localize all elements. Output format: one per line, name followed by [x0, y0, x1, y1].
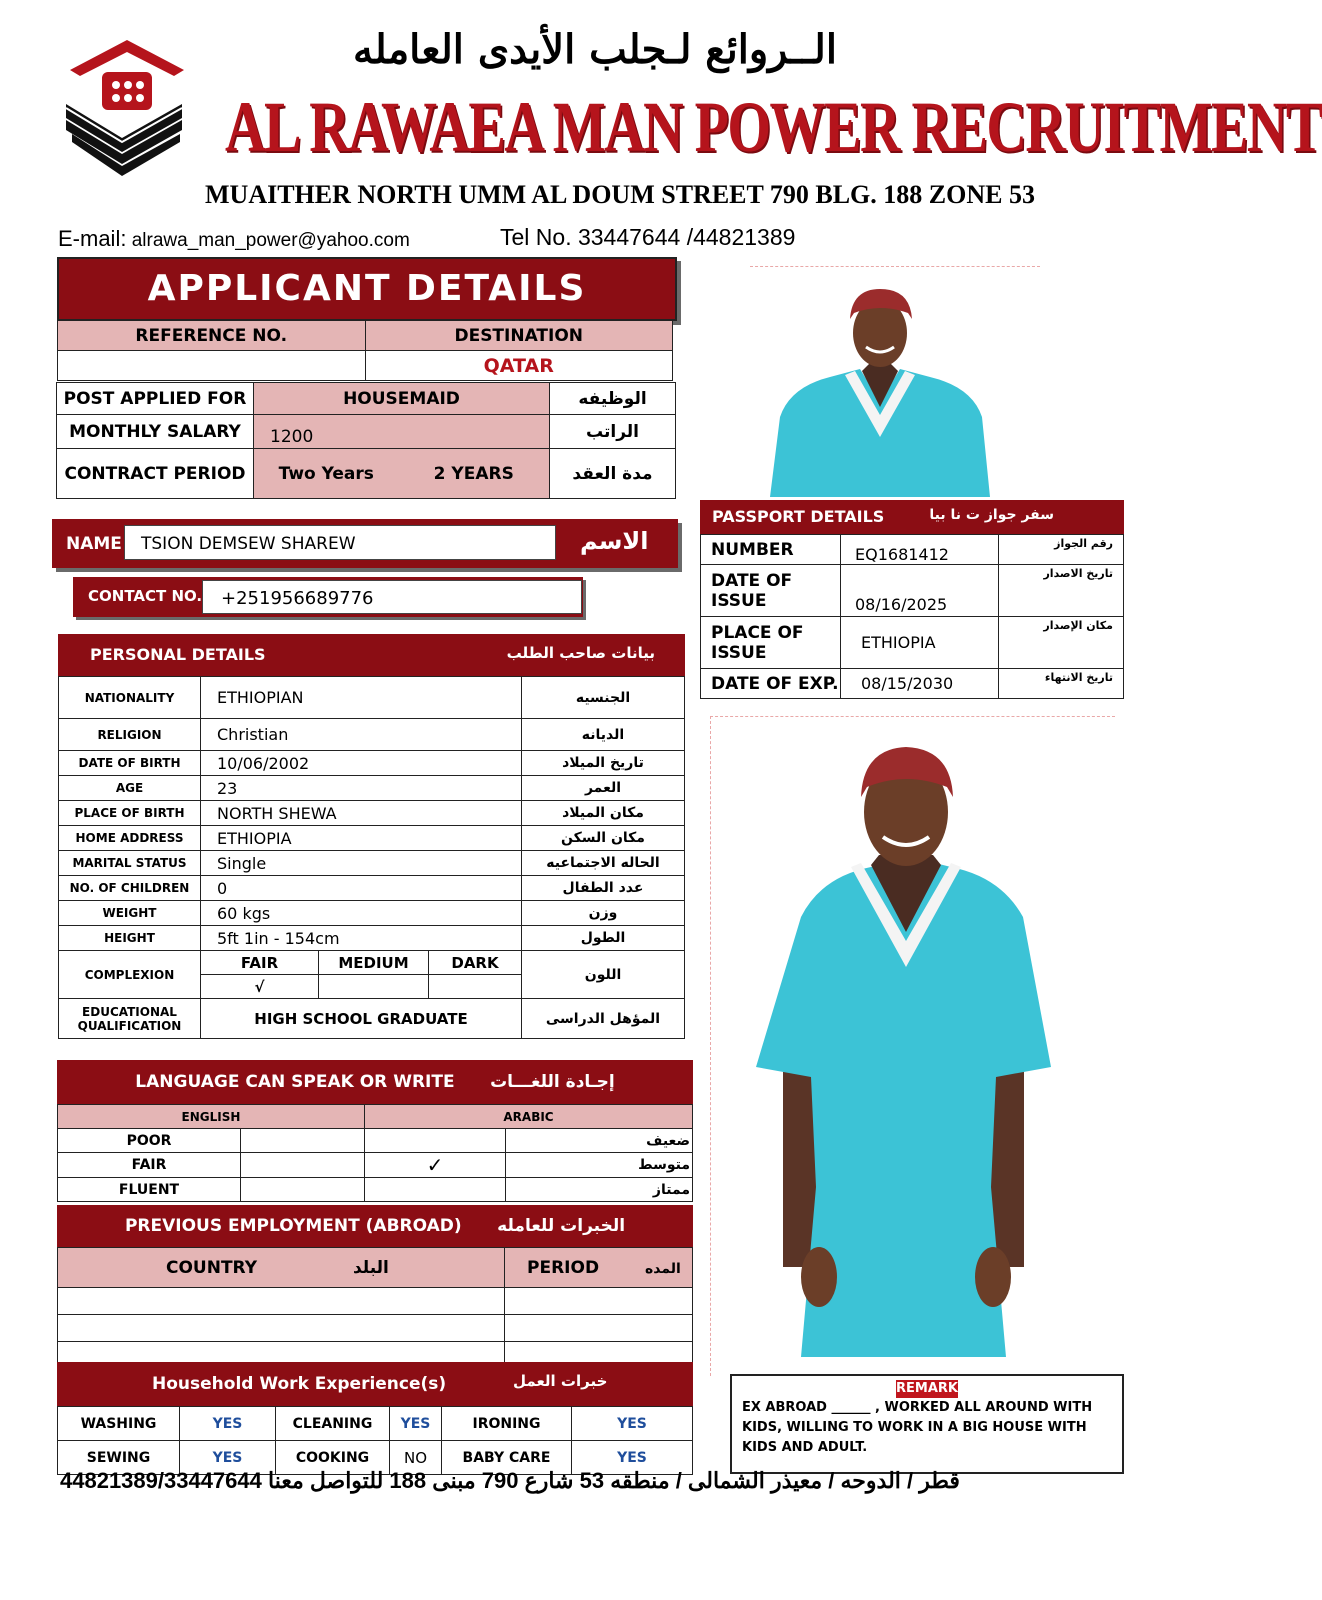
household-header	[57, 1362, 693, 1406]
issue-date-label-ar: تاريخ الاصدار	[999, 565, 1124, 617]
contract-value-words: Two Years	[254, 449, 399, 499]
children-label-ar: عدد الطفال	[522, 876, 685, 901]
children-label: NO. OF CHILDREN	[59, 876, 201, 901]
language-level-poor: POOR	[58, 1129, 241, 1153]
applicant-photo-full	[710, 716, 1115, 1376]
language-level-fair: FAIR	[58, 1153, 241, 1178]
issue-place-label-ar: مكان الإصدار	[999, 617, 1124, 669]
ironing-label: IRONING	[442, 1407, 572, 1441]
contract-label-ar: مدة العقد	[550, 449, 676, 499]
english-poor-mark	[241, 1129, 365, 1153]
contact-label: CONTACT NO.	[88, 587, 203, 605]
post-value: HOUSEMAID	[254, 383, 550, 415]
passport-number-value: EQ1681412	[841, 535, 999, 565]
arabic-poor-mark	[365, 1129, 506, 1153]
country-label-ar: البلد	[352, 1257, 389, 1278]
language-title-ar: إجـادة اللغـــات	[490, 1072, 615, 1092]
reference-destination-table	[57, 320, 673, 381]
company-name-arabic: الــروائع لـجلب الأيدى العامله	[353, 26, 837, 73]
dob-label-ar: تاريخ الميلاد	[522, 751, 685, 776]
age-value: 23	[201, 776, 522, 801]
post-table	[56, 382, 676, 499]
cleaning-value: YES	[390, 1407, 442, 1441]
issue-place-value: ETHIOPIA	[841, 617, 999, 669]
employment-row-period	[505, 1315, 693, 1342]
household-title: Household Work Experience(s)	[152, 1374, 447, 1394]
passport-title: PASSPORT DETAILS	[712, 507, 885, 526]
issue-place-label: PLACE OF ISSUE	[701, 617, 841, 669]
remark-box	[730, 1374, 1124, 1474]
weight-value: 60 kgs	[201, 901, 522, 926]
place-of-birth-label-ar: مكان الميلاد	[522, 801, 685, 826]
washing-label: WASHING	[58, 1407, 180, 1441]
place-of-birth-value: NORTH SHEWA	[201, 801, 522, 826]
religion-value: Christian	[201, 719, 522, 751]
period-label: PERIOD	[527, 1257, 600, 1278]
expiry-date-value: 08/15/2030	[841, 669, 999, 699]
age-label: AGE	[59, 776, 201, 801]
telephone-line: Tel No. 33447644 /44821389	[500, 224, 796, 250]
issue-date-value: 08/16/2025	[841, 565, 999, 617]
complexion-dark: DARK	[429, 951, 522, 975]
contract-label: CONTRACT PERIOD	[57, 449, 254, 499]
period-label-ar: المده	[644, 1260, 681, 1277]
nationality-label-ar: الجنسيه	[522, 677, 685, 719]
height-label: HEIGHT	[59, 926, 201, 951]
passport-number-label-ar: رقم الجواز	[999, 535, 1124, 565]
sewing-value: YES	[180, 1441, 276, 1475]
employment-row-period	[505, 1288, 693, 1315]
religion-label: RELIGION	[59, 719, 201, 751]
complexion-dark-mark	[429, 975, 522, 999]
applicant-photo-portrait	[750, 266, 1040, 496]
language-header	[57, 1060, 693, 1104]
cooking-value: NO	[390, 1441, 442, 1475]
contact-field: +251956689776	[202, 580, 582, 614]
company-name: AL RAWAEA MAN POWER RECRUITMENT	[225, 87, 1322, 167]
arabic-fluent-mark	[365, 1178, 506, 1202]
name-label-ar: الاسم	[580, 527, 649, 555]
household-table	[57, 1406, 693, 1475]
dob-label: DATE OF BIRTH	[59, 751, 201, 776]
reference-label: REFERENCE NO.	[58, 321, 366, 351]
sewing-label: SEWING	[58, 1441, 180, 1475]
personal-details-title: PERSONAL DETAILS	[90, 645, 266, 664]
reference-value	[58, 351, 366, 381]
employment-row-country	[58, 1288, 505, 1315]
english-fluent-mark	[241, 1178, 365, 1202]
country-label: COUNTRY	[166, 1257, 258, 1278]
complexion-medium: MEDIUM	[319, 951, 429, 975]
home-address-value: ETHIOPIA	[201, 826, 522, 851]
complexion-label-ar: اللون	[522, 951, 685, 999]
expiry-date-label: DATE OF EXP.	[701, 669, 841, 699]
post-label: POST APPLIED FOR	[57, 383, 254, 415]
children-value: 0	[201, 876, 522, 901]
nationality-label: NATIONALITY	[59, 677, 201, 719]
post-label-ar: الوظيفه	[550, 383, 676, 415]
nationality-value: ETHIOPIAN	[201, 677, 522, 719]
weight-label-ar: وزن	[522, 901, 685, 926]
personal-details-table	[58, 676, 685, 1039]
marital-status-value: Single	[201, 851, 522, 876]
education-label: EDUCATIONAL QUALIFICATION	[59, 999, 201, 1039]
english-fair-mark	[241, 1153, 365, 1178]
english-header: ENGLISH	[58, 1105, 365, 1129]
baby-care-value: YES	[572, 1441, 693, 1475]
arabic-fair-checkmark: ✓	[365, 1153, 506, 1178]
complexion-label: COMPLEXION	[59, 951, 201, 999]
employment-row-country	[58, 1315, 505, 1342]
email-line	[58, 226, 410, 252]
previous-employment-title: PREVIOUS EMPLOYMENT (ABROAD)	[124, 1216, 462, 1236]
country-header	[58, 1248, 505, 1288]
previous-employment-title-ar: الخبرات للعامله	[497, 1216, 626, 1236]
name-label: NAME	[66, 534, 122, 554]
name-field: TSION DEMSEW SHAREW	[124, 525, 556, 560]
complexion-fair: FAIR	[201, 951, 319, 975]
marital-status-label-ar: الحاله الاجتماعيه	[522, 851, 685, 876]
home-address-label-ar: مكان السكن	[522, 826, 685, 851]
personal-details-title-ar: بيانات صاحب الطلب	[506, 644, 655, 662]
language-level-fluent-ar: ممتاز	[506, 1178, 693, 1202]
ironing-value: YES	[572, 1407, 693, 1441]
passport-number-label: NUMBER	[701, 535, 841, 565]
language-level-fluent: FLUENT	[58, 1178, 241, 1202]
education-label-ar: المؤهل الدراسى	[522, 999, 685, 1039]
weight-label: WEIGHT	[59, 901, 201, 926]
salary-value: 1200	[254, 415, 550, 449]
email-label: E-mail:	[58, 226, 127, 251]
passport-title-ar: سفر جواز ت نا بيا	[929, 507, 1054, 523]
complexion-medium-mark	[319, 975, 429, 999]
height-value: 5ft 1in - 154cm	[201, 926, 522, 951]
personal-details-header	[58, 634, 685, 676]
complexion-fair-mark: √	[201, 975, 319, 999]
remark-text: EX ABROAD ______ , WORKED ALL AROUND WITH KIDS, WILLING TO WORK IN A BIG HOUSE WITH KIDS AND ADULT.	[742, 1400, 1093, 1455]
company-address: MUAITHER NORTH UMM AL DOUM STREET 790 BLG. 188 ZONE 53	[205, 180, 1035, 209]
email-value[interactable]: alrawa_man_power@yahoo.com	[131, 230, 410, 251]
previous-employment-header	[57, 1205, 693, 1247]
age-label-ar: العمر	[522, 776, 685, 801]
remark-title: REMARK	[896, 1381, 958, 1396]
language-level-poor-ar: ضعيف	[506, 1129, 693, 1153]
applicant-details-title: APPLICANT DETAILS	[57, 257, 677, 321]
household-title-ar: خبرات العمل	[513, 1372, 608, 1390]
language-table	[57, 1104, 693, 1202]
washing-value: YES	[180, 1407, 276, 1441]
place-of-birth-label: PLACE OF BIRTH	[59, 801, 201, 826]
marital-status-label: MARITAL STATUS	[59, 851, 201, 876]
previous-employment-table	[57, 1247, 693, 1369]
period-header	[505, 1248, 693, 1288]
arabic-header: ARABIC	[365, 1105, 693, 1129]
religion-label-ar: الديانه	[522, 719, 685, 751]
salary-label-ar: الراتب	[550, 415, 676, 449]
company-logo	[62, 38, 192, 178]
footer-address-ar: قطر / الدوحه / معيذر الشمالى / منطقه 53 شارع 790 مبنى 188 للتواصل معنا 44821389/33447644	[60, 1468, 960, 1493]
passport-header	[700, 500, 1124, 534]
education-value: HIGH SCHOOL GRADUATE	[201, 999, 522, 1039]
passport-table	[700, 534, 1124, 699]
baby-care-label: BABY CARE	[442, 1441, 572, 1475]
destination-value: QATAR	[365, 351, 673, 381]
cooking-label: COOKING	[276, 1441, 390, 1475]
destination-label: DESTINATION	[365, 321, 673, 351]
height-label-ar: الطول	[522, 926, 685, 951]
issue-date-label: DATE OF ISSUE	[701, 565, 841, 617]
salary-label: MONTHLY SALARY	[57, 415, 254, 449]
language-level-fair-ar: متوسط	[506, 1153, 693, 1178]
dob-value: 10/06/2002	[201, 751, 522, 776]
language-title: LANGUAGE CAN SPEAK OR WRITE	[135, 1072, 455, 1092]
expiry-date-label-ar: تاريخ الانتهاء	[999, 669, 1124, 699]
cleaning-label: CLEANING	[276, 1407, 390, 1441]
home-address-label: HOME ADDRESS	[59, 826, 201, 851]
contract-value-years: 2 YEARS	[399, 449, 550, 499]
